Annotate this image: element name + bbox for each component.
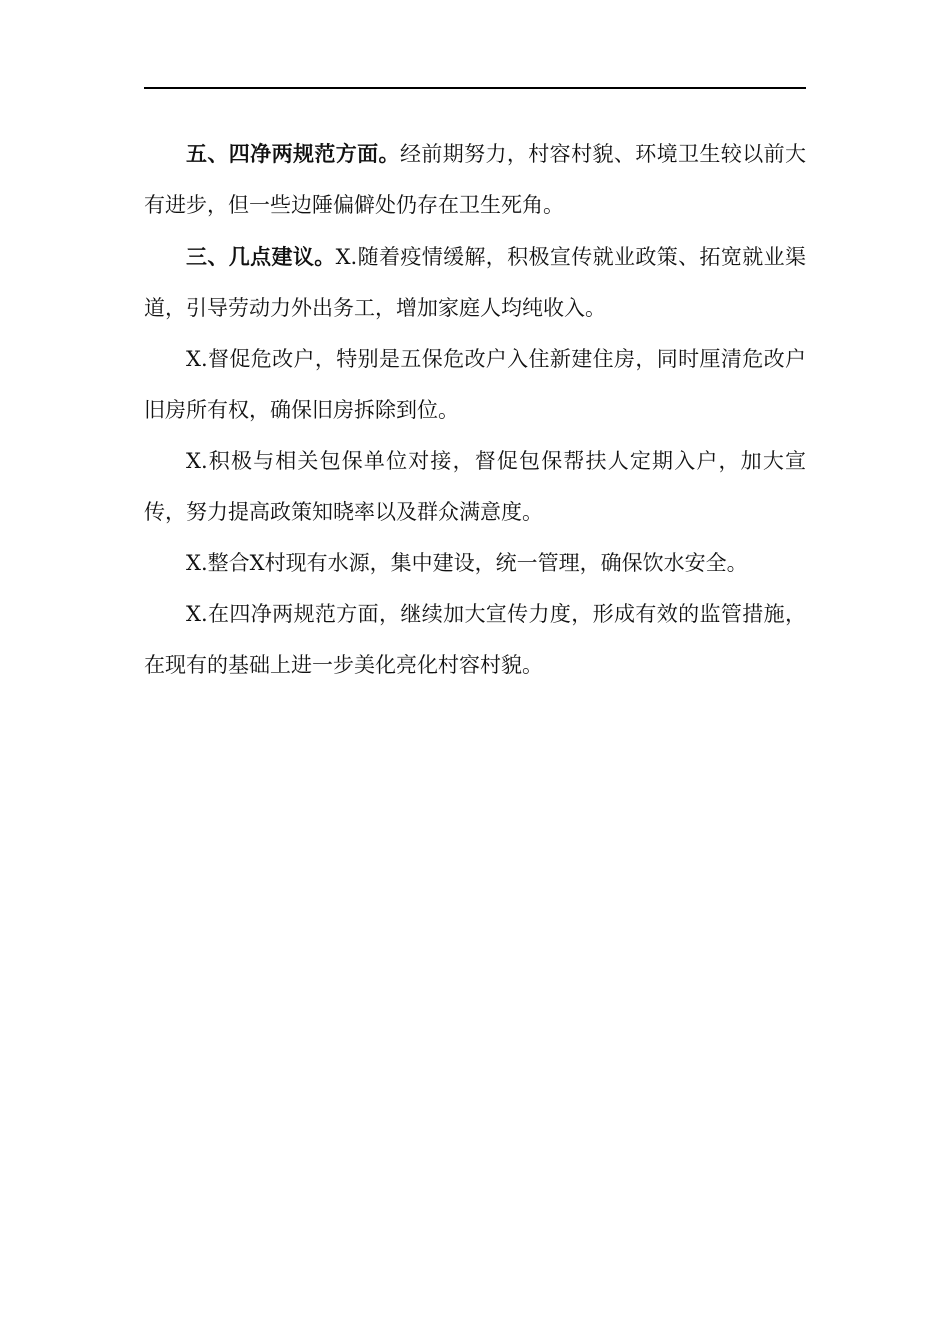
section-heading: 五、四净两规范方面。 bbox=[186, 141, 400, 166]
paragraph-village-appearance bbox=[144, 589, 806, 691]
section-heading: 三、几点建议。 bbox=[186, 244, 336, 269]
paragraph-text: X.积极与相关包保单位对接，督促包保帮扶人定期入户，加大宣传，努力提高政策知晓率以及群众满意度。 bbox=[144, 449, 806, 524]
header-rule bbox=[144, 87, 806, 89]
paragraph-text: 经前期努力，村容村貌、环境卫生较以前大有进步，但一些边陲偏僻处仍存在卫生死角。 bbox=[144, 142, 807, 217]
paragraph-outreach bbox=[144, 436, 806, 538]
paragraph-water bbox=[144, 538, 806, 589]
paragraph-text: X.随着疫情缓解，积极宣传就业政策、拓宽就业渠道，引导劳动力外出务工，增加家庭人均纯收入。 bbox=[144, 245, 806, 320]
paragraph-text: X.督促危改户，特别是五保危改户入住新建住房，同时厘清危改户旧房所有权，确保旧房拆除到位。 bbox=[144, 347, 806, 422]
paragraph-housing bbox=[144, 334, 806, 436]
paragraph-suggestions bbox=[144, 231, 806, 334]
paragraph-sanitation-status bbox=[144, 128, 806, 231]
paragraph-text: X.整合X村现有水源，集中建设，统一管理，确保饮水安全。 bbox=[186, 551, 748, 575]
paragraph-text: X.在四净两规范方面，继续加大宣传力度，形成有效的监管措施，在现有的基础上进一步美化亮化村容村貌。 bbox=[144, 602, 806, 677]
document-body bbox=[144, 128, 806, 691]
